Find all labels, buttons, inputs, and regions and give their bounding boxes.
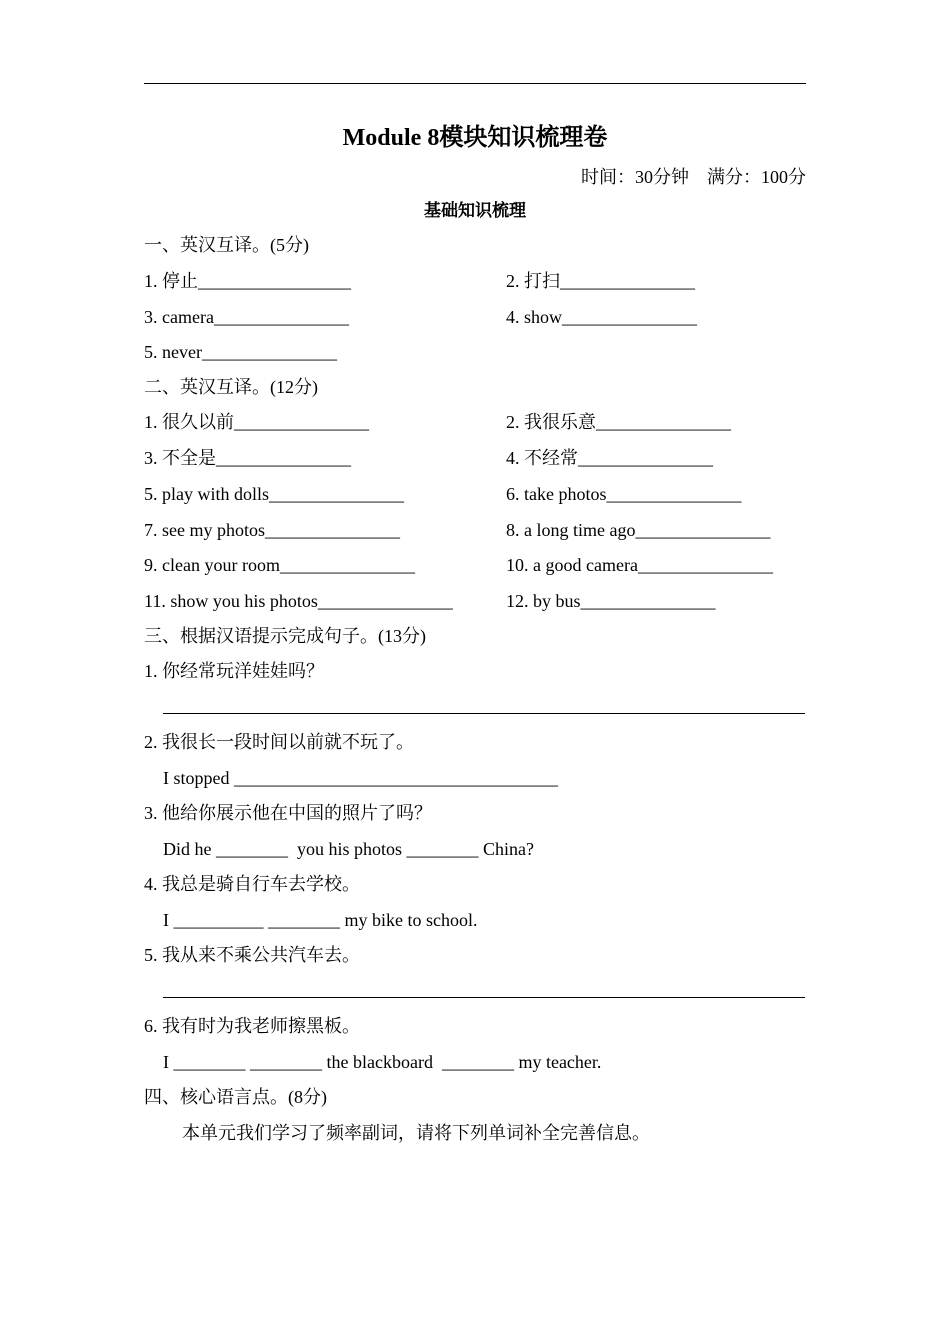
s2-item-5: 5. play with dolls_______________ xyxy=(144,484,404,504)
section-group-title: 基础知识梳理 xyxy=(424,201,526,220)
s3-answer-2: I stopped ____________________________________ xyxy=(163,768,558,788)
s2-item-11: 11. show you his photos_______________ xyxy=(144,591,453,611)
s1-item-2: 2. 打扫_______________ xyxy=(506,271,695,291)
s3-question-1: 1. 你经常玩洋娃娃吗？ xyxy=(144,661,324,681)
s1-item-5: 5. never_______________ xyxy=(144,342,337,362)
s3-answer-6: I ________ ________ the blackboard ________ my teacher. xyxy=(163,1052,602,1072)
s2-item-2: 2. 我很乐意_______________ xyxy=(506,412,731,432)
section-4-heading: 四、核心语言点。(8分) xyxy=(144,1087,327,1107)
s1-item-1: 1. 停止_________________ xyxy=(144,271,351,291)
s3-answer-3: Did he ________ you his photos ________ China? xyxy=(163,839,534,859)
s2-item-6: 6. take photos_______________ xyxy=(506,484,742,504)
s3-question-4: 4. 我总是骑自行车去学校。 xyxy=(144,874,360,894)
s2-item-4: 4. 不经常_______________ xyxy=(506,448,713,468)
s3-question-5: 5. 我从来不乘公共汽车去。 xyxy=(144,945,360,965)
s2-item-9: 9. clean your room_______________ xyxy=(144,555,415,575)
s1-item-4: 4. show_______________ xyxy=(506,307,698,327)
s2-item-8: 8. a long time ago_______________ xyxy=(506,520,771,540)
s3-answer-line-1 xyxy=(163,713,805,714)
s3-answer-line-5 xyxy=(163,997,805,998)
s3-question-3: 3. 他给你展示他在中国的照片了吗？ xyxy=(144,803,432,823)
page-title: Module 8模块知识梳理卷 xyxy=(342,125,608,151)
time-score-info: 时间：30分钟 满分：100分 xyxy=(581,167,806,187)
section-1-heading: 一、英汉互译。(5分) xyxy=(144,235,309,255)
s3-answer-4: I __________ ________ my bike to school. xyxy=(163,910,478,930)
s2-item-10: 10. a good camera_______________ xyxy=(506,555,773,575)
s2-item-7: 7. see my photos_______________ xyxy=(144,520,400,540)
s2-item-12: 12. by bus_______________ xyxy=(506,591,716,611)
section-3-heading: 三、根据汉语提示完成句子。(13分) xyxy=(144,626,426,646)
s4-intro: 本单元我们学习了频率副词，请将下列单词补全完善信息。 xyxy=(182,1123,650,1143)
section-2-heading: 二、英汉互译。(12分) xyxy=(144,377,318,397)
s1-item-3: 3. camera_______________ xyxy=(144,307,349,327)
s3-question-2: 2. 我很长一段时间以前就不玩了。 xyxy=(144,732,414,752)
header-rule xyxy=(144,83,806,84)
s2-item-3: 3. 不全是_______________ xyxy=(144,448,351,468)
s3-question-6: 6. 我有时为我老师擦黑板。 xyxy=(144,1016,360,1036)
s2-item-1: 1. 很久以前_______________ xyxy=(144,412,369,432)
